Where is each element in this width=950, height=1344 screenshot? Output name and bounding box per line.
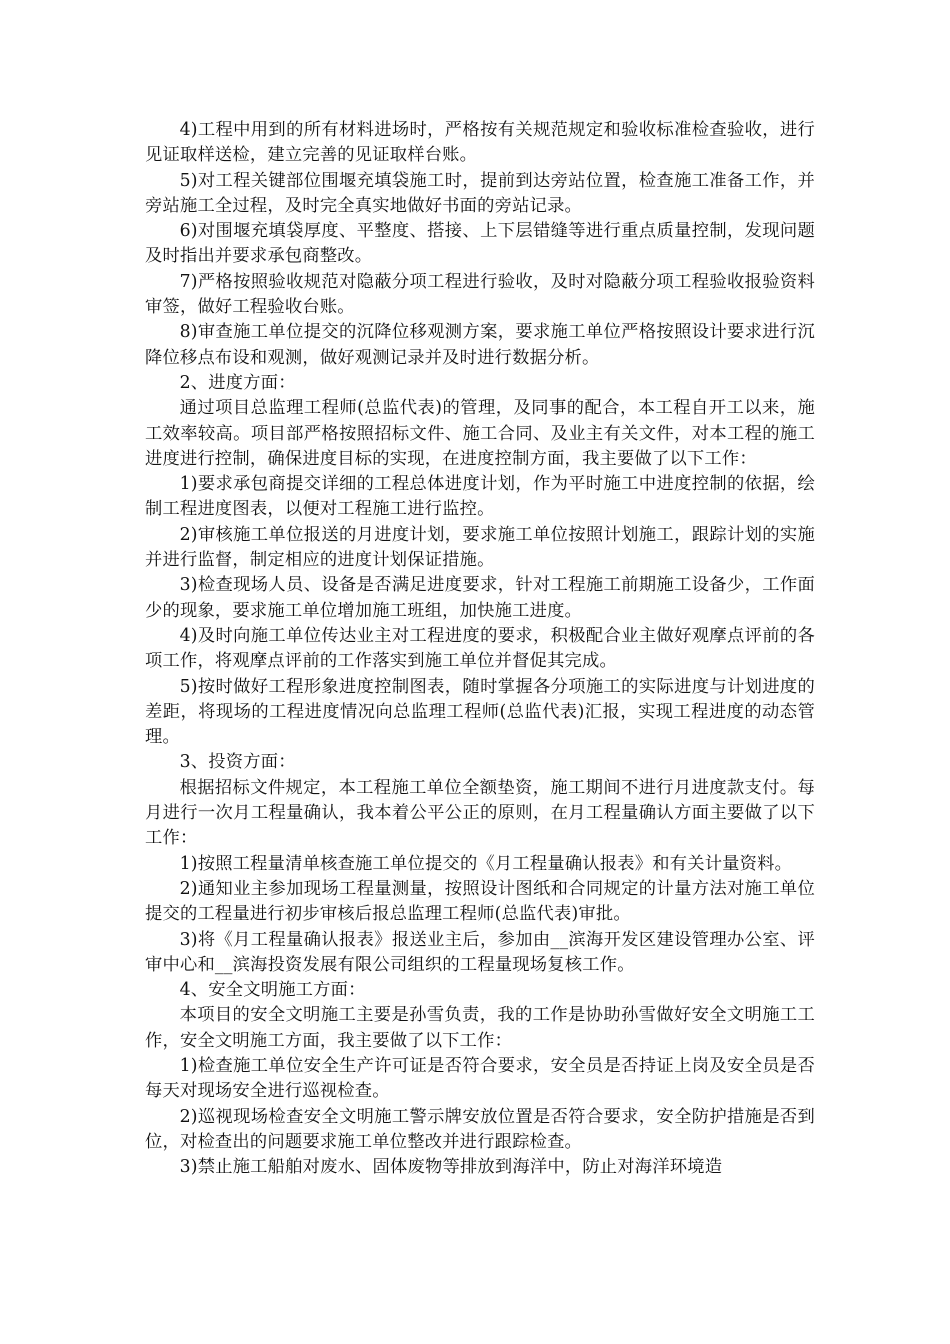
paragraph-owner-requirements: 4)及时向施工单位传达业主对工程进度的要求，积极配合业主做好观摩点评前的各项工作，将观摩点评前的工作落实到施工单位并督促其完成。 xyxy=(145,625,815,672)
paragraph-environment: 3)禁止施工船舶对废水、固体废物等排放到海洋中，防止对海洋环境造 xyxy=(179,1157,723,1178)
paragraph-safety-intro: 本项目的安全文明施工主要是孙雪负责，我的工作是协助孙雪做好安全文明施工工作，安全文明施工方面，我主要做了以下工作： xyxy=(145,1005,815,1051)
paragraph-progress-plan: 1)要求承包商提交详细的工程总体进度计划，作为平时施工中进度控制的依据，绘制工程进度图表，以便对工程施工进行监控。 xyxy=(145,474,815,520)
paragraph-safety-license: 1)检查施工单位安全生产许可证是否符合要求，安全员是否持证上岗及安全员是否每天对现场安全进行巡视检查。 xyxy=(145,1055,815,1102)
section-heading-progress: 2、进度方面： xyxy=(179,372,296,393)
section-heading-investment: 3、投资方面： xyxy=(179,752,296,773)
paragraph-progress-intro: 通过项目总监理工程师(总监代表)的管理，及同事的配合，本工程自开工以来，施工效率较高。项目部严格按照招标文件、施工合同、及业主有关文件，对本工程的施工进度进行控制，确保进度目标的实现，在进度控制方面，我主要做了以下工作： xyxy=(145,398,815,469)
paragraph-monthly-plan: 2)审核施工单位报送的月进度计划，要求施工单位按照计划施工，跟踪计划的实施并进行监督，制定相应的进度计划保证措施。 xyxy=(145,524,815,571)
paragraph-investment-intro: 根据招标文件规定，本工程施工单位全额垫资，施工期间不进行月进度款支付。每月进行一次月工程量确认，我本着公平公正的原则，在月工程量确认方面主要做了以下工作： xyxy=(145,777,815,849)
document-body xyxy=(145,118,815,1180)
paragraph-side-station: 5)对工程关键部位围堰充填袋施工时，提前到达旁站位置，检查施工准备工作，并旁站施工全过程，及时完全真实地做好书面的旁站记录。 xyxy=(145,170,815,216)
paragraph-progress-chart: 5)按时做好工程形象进度控制图表，随时掌握各分项施工的实际进度与计划进度的差距，将现场的工程进度情况向总监理工程师(总监代表)汇报，实现工程进度的动态管理。 xyxy=(145,676,815,748)
section-heading-safety: 4、安全文明施工方面： xyxy=(179,980,366,1001)
paragraph-quantity-measure: 2)通知业主参加现场工程量测量，按照设计图纸和合同规定的计量方法对施工单位提交的工程量进行初步审核后报总监理工程师(总监代表)审批。 xyxy=(145,878,815,925)
paragraph-personnel-check: 3)检查现场人员、设备是否满足进度要求，针对工程施工前期施工设备少，工作面少的现象，要求施工单位增加施工班组，加快施工进度。 xyxy=(145,575,815,621)
paragraph-safety-patrol: 2)巡视现场检查安全文明施工警示牌安放位置是否符合要求，安全防护措施是否到位，对检查出的问题要求施工单位整改并进行跟踪检查。 xyxy=(145,1106,815,1152)
paragraph-settlement-observation: 8)审查施工单位提交的沉降位移观测方案，要求施工单位严格按照设计要求进行沉降位移点布设和观测，做好观测记录并及时进行数据分析。 xyxy=(145,322,815,368)
paragraph-quantity-review: 3)将《月工程量确认报表》报送业主后，参加由__滨海开发区建设管理办公室、评审中心和__滨海投资发展有限公司组织的工程量现场复核工作。 xyxy=(145,929,815,975)
paragraph-material-inspection: 4)工程中用到的所有材料进场时，严格按有关规范规定和验收标准检查验收，进行见证取样送检，建立完善的见证取样台账。 xyxy=(145,120,815,166)
paragraph-quality-control: 6)对围堰充填袋厚度、平整度、搭接、上下层错缝等进行重点质量控制，发现问题及时指出并要求承包商整改。 xyxy=(145,221,815,267)
paragraph-concealed-acceptance: 7)严格按照验收规范对隐蔽分项工程进行验收，及时对隐蔽分项工程验收报验资料审签，做好工程验收台账。 xyxy=(145,271,815,318)
paragraph-quantity-check: 1)按照工程量清单核查施工单位提交的《月工程量确认报表》和有关计量资料。 xyxy=(179,853,793,874)
